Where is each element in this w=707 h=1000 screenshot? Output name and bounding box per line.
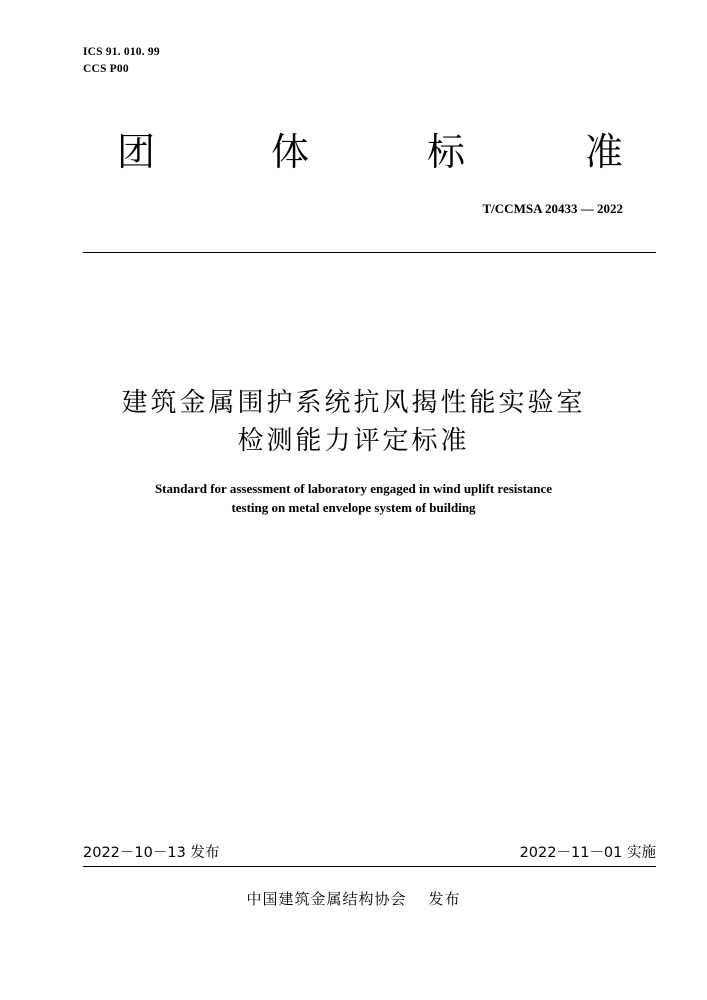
standard-type-char-3: 标 — [427, 130, 466, 174]
top-divider — [83, 252, 656, 253]
issue-date: 2022－10－13 发布 — [83, 845, 220, 861]
publisher-line — [0, 888, 707, 909]
publisher-name: 中国建筑金属结构协会 — [246, 890, 407, 908]
title-zh-line-1: 建筑金属围护系统抗风揭性能实验室 — [121, 388, 586, 418]
standard-type-char-4: 准 — [585, 130, 624, 174]
bottom-divider — [83, 866, 656, 867]
ccs-code: CCS P00 — [83, 63, 129, 75]
standard-number: T/CCMSA 20433 — 2022 — [482, 201, 623, 216]
title-en-line-1: Standard for assessment of laboratory engaged in wind uplift resistance — [154, 481, 553, 496]
implement-date: 2022－11－01 实施 — [519, 845, 656, 861]
publisher-action: 发布 — [428, 890, 461, 908]
standard-type-char-2: 体 — [271, 130, 310, 174]
title-en-line-2: testing on metal envelope system of building — [231, 500, 476, 515]
title-zh-line-2: 检测能力评定标准 — [237, 426, 470, 456]
standard-type-char-1: 团 — [117, 130, 156, 174]
ics-code: ICS 91. 010. 99 — [83, 46, 160, 58]
